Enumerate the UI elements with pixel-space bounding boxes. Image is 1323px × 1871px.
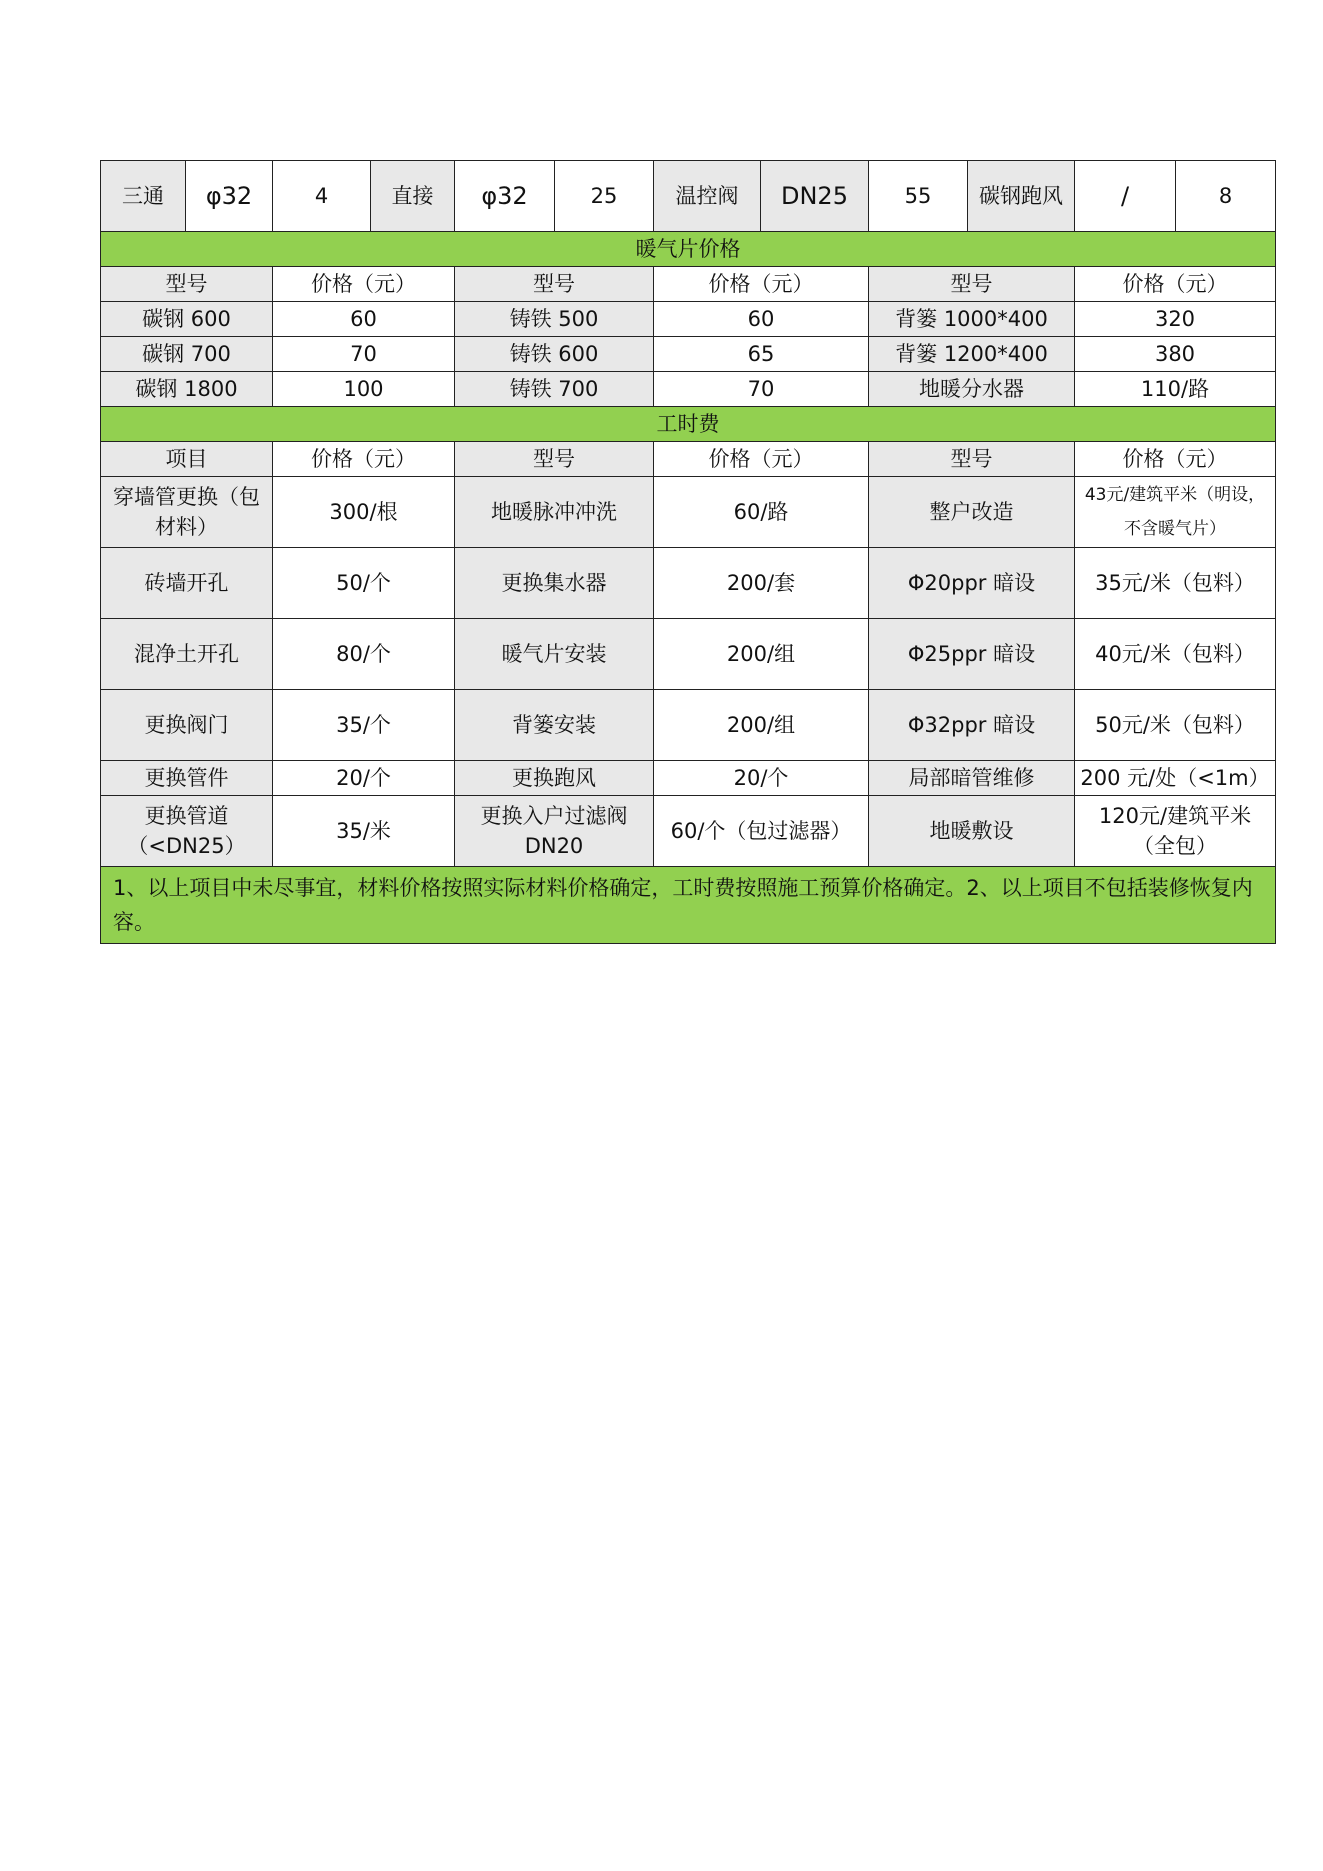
table-row [101,372,1276,407]
cell: 20/个 [654,761,869,796]
column-header: 价格（元） [1075,267,1276,302]
cell: 100 [273,372,455,407]
cell: 60/个（包过滤器） [654,796,869,867]
column-header: 价格（元） [654,267,869,302]
cell: 60 [654,302,869,337]
cell: 200/组 [654,619,869,690]
cell: Φ32ppr 暗设 [869,690,1075,761]
cell: 暖气片安装 [455,619,654,690]
cell: 43元/建筑平米（明设，不含暖气片） [1075,477,1276,548]
cell: 更换管件 [101,761,273,796]
cell: 4 [273,161,371,232]
cell: 40元/米（包料） [1075,619,1276,690]
cell: 50/个 [273,548,455,619]
cell: 三通 [101,161,186,232]
table-row [101,796,1276,867]
cell: Φ20ppr 暗设 [869,548,1075,619]
cell: 8 [1176,161,1276,232]
table-row [101,690,1276,761]
table-row [101,302,1276,337]
column-header: 型号 [869,267,1075,302]
cell: 70 [273,337,455,372]
labor-header-row [101,442,1276,477]
cell: 60 [273,302,455,337]
cell: 320 [1075,302,1276,337]
radiator-title: 暖气片价格 [101,232,1276,267]
column-header: 价格（元） [1075,442,1276,477]
table-row [101,548,1276,619]
cell: 35/个 [273,690,455,761]
cell: 背篓 1200*400 [869,337,1075,372]
cell: 200/套 [654,548,869,619]
cell: 110/路 [1075,372,1276,407]
cell: 地暖脉冲冲洗 [455,477,654,548]
cell: φ32 [455,161,555,232]
column-header: 型号 [455,442,654,477]
cell: 更换集水器 [455,548,654,619]
table-row [101,477,1276,548]
cell: 70 [654,372,869,407]
cell: 35/米 [273,796,455,867]
section-header [101,407,1276,442]
cell: 局部暗管维修 [869,761,1075,796]
cell: 300/根 [273,477,455,548]
cell: 碳钢 700 [101,337,273,372]
table-row [101,619,1276,690]
cell: 380 [1075,337,1276,372]
cell: / [1075,161,1176,232]
cell: 更换入户过滤阀DN20 [455,796,654,867]
cell: 50元/米（包料） [1075,690,1276,761]
cell: 地暖敷设 [869,796,1075,867]
radiator-header-row [101,267,1276,302]
top-row [101,161,1276,232]
cell: 200/组 [654,690,869,761]
cell: 55 [869,161,968,232]
cell: 整户改造 [869,477,1075,548]
column-header: 型号 [101,267,273,302]
table-row [101,761,1276,796]
note-row [101,867,1276,944]
cell: 更换阀门 [101,690,273,761]
cell: Φ25ppr 暗设 [869,619,1075,690]
footnote: 1、以上项目中未尽事宜，材料价格按照实际材料价格确定，工时费按照施工预算价格确定。2、以上项目不包括装修恢复内容。 [101,867,1276,944]
section-header [101,232,1276,267]
cell: 65 [654,337,869,372]
column-header: 价格（元） [273,267,455,302]
cell: 碳钢 600 [101,302,273,337]
cell: 铸铁 500 [455,302,654,337]
cell: 60/路 [654,477,869,548]
cell: 混净土开孔 [101,619,273,690]
cell: 25 [555,161,654,232]
cell: DN25 [761,161,869,232]
labor-title: 工时费 [101,407,1276,442]
cell: 碳钢跑风 [968,161,1075,232]
column-header: 项目 [101,442,273,477]
cell: 20/个 [273,761,455,796]
table-row [101,337,1276,372]
column-header: 价格（元） [654,442,869,477]
cell: 35元/米（包料） [1075,548,1276,619]
cell: 200 元/处（<1m） [1075,761,1276,796]
cell: 地暖分水器 [869,372,1075,407]
cell: 背篓 1000*400 [869,302,1075,337]
column-header: 型号 [869,442,1075,477]
cell: 120元/建筑平米（全包） [1075,796,1276,867]
cell: 铸铁 600 [455,337,654,372]
cell: 穿墙管更换（包材料） [101,477,273,548]
cell: 更换跑风 [455,761,654,796]
cell: 背篓安装 [455,690,654,761]
cell: 温控阀 [654,161,761,232]
column-header: 价格（元） [273,442,455,477]
cell: φ32 [186,161,273,232]
cell: 更换管道（<DN25） [101,796,273,867]
cell: 碳钢 1800 [101,372,273,407]
price-table [100,160,1276,944]
column-header: 型号 [455,267,654,302]
cell: 直接 [371,161,455,232]
cell: 铸铁 700 [455,372,654,407]
cell: 80/个 [273,619,455,690]
cell: 砖墙开孔 [101,548,273,619]
